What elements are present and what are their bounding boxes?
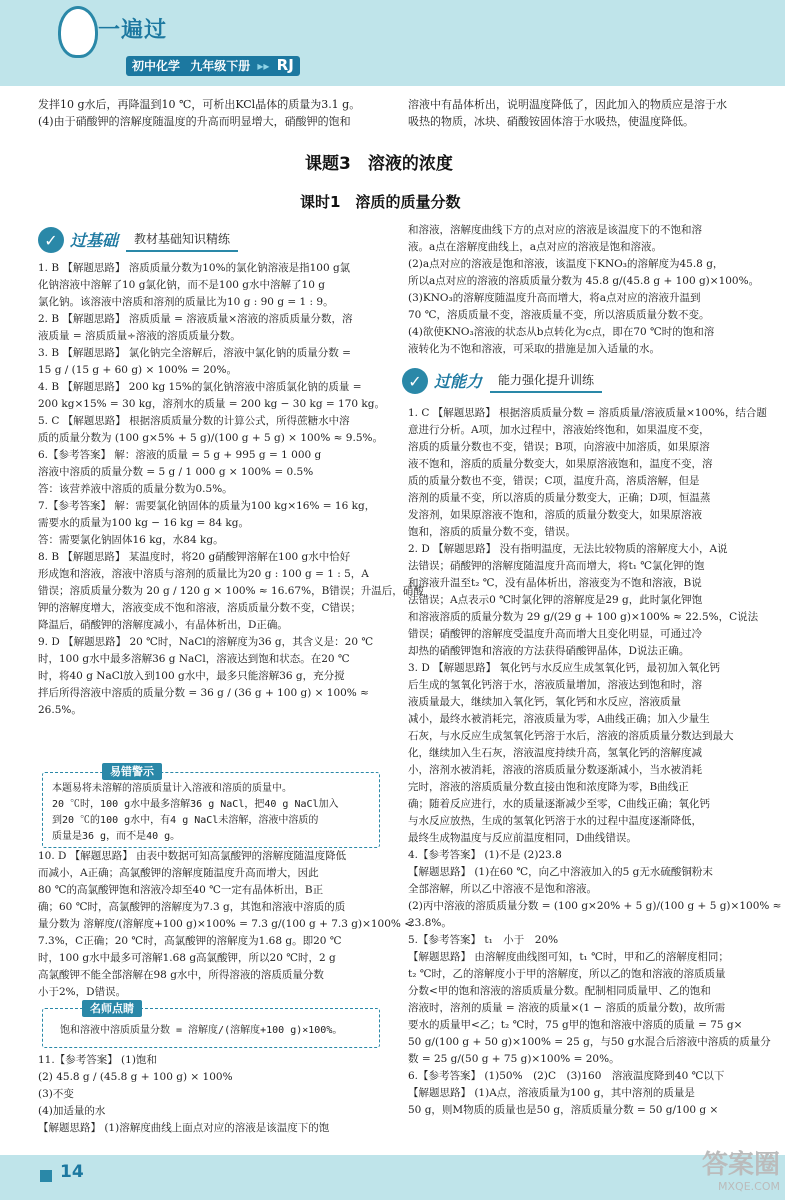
section-name: 过基础 — [70, 230, 119, 250]
check-icon: ✓ — [402, 368, 428, 394]
text-line: 5.【参考答案】 t₁ 小于 20% — [408, 934, 559, 946]
text-line: 数 = 25 g/(50 g + 75 g)×100% = 20%。 — [408, 1053, 620, 1065]
text-line: 完时，溶液的溶质质量分数直接由饱和浓度降为零，B曲线正 — [408, 781, 689, 793]
text-line: 15 g / (15 g + 60 g) × 100% = 20%。 — [38, 364, 237, 376]
text-line: 7.3%，C正确；20 ℃时，高氯酸钾的溶解度为1.68 g。即20 ℃ — [38, 935, 342, 947]
page-marker-icon — [40, 1170, 52, 1182]
text-line: 【解题思路】 由溶解度曲线图可知，t₁ ℃时，甲和乙的溶解度相同； — [408, 951, 729, 963]
text-line: 所以a点对应的溶液的溶质质量分数为 45.8 g/(45.8 g + 100 g)×100%。 — [408, 275, 760, 287]
text-line: 80 ℃的高氯酸钾饱和溶液冷却至40 ℃一定有晶体析出，B正 — [38, 884, 324, 896]
section-name: 过能力 — [434, 371, 483, 391]
text-line: 法错误；硝酸钾的溶解度随温度升高而增大，将t₁ ℃氯化钾的饱 — [408, 560, 705, 572]
left-answers-1 — [38, 260, 424, 719]
text-line: (4)由于硝酸钾的溶解度随温度的升高而明显增大，硝酸钾的饱和 — [38, 115, 351, 128]
text-line: 液不饱和，溶质的质量分数变大，如果原溶液饱和，温度不变，溶 — [408, 458, 713, 470]
text-line: 量分数为 溶解度/(溶解度+100 g)×100% = 7.3 g/(100 g + 7.3 g)×100% < — [38, 918, 414, 930]
text-line: 错误；溶质质量分数为 20 g / 120 g × 100% ≈ 16.67%，B错误；升温后，硝酸 — [38, 585, 424, 597]
text-line: 20 ℃时，100 g水中最多溶解36 g NaCl，把40 g NaCl加入 — [52, 799, 339, 810]
text-line: 石灰，与水反应生成氢氧化钙溶于水后，溶液的溶质质量分数达到最大 — [408, 730, 734, 742]
text-line: 化，继续加入生石灰，溶液温度持续升高，氢氧化钙的溶解度减 — [408, 747, 702, 759]
text-line: (2)丙中溶液的溶质质量分数 = (100 g×20% + 5 g)/(100 g + 5 g)×100% ≈ — [408, 900, 782, 912]
text-line: 确；随着反应进行，水的质量逐渐减少至零，C曲线正确；氧化钙 — [408, 798, 711, 810]
text-line: 答：需要氯化钠固体16 kg，水84 kg。 — [38, 534, 224, 546]
watermark-text: 答案圈 — [701, 1150, 780, 1180]
text-line: 钾的溶解度增大，溶液变成不饱和溶液，溶质质量分数不变，C错误； — [38, 602, 362, 614]
text-line: 50 g，则M物质的质量也是50 g，溶质质量分数 = 50 g/100 g × — [408, 1104, 719, 1116]
text-line: 溶液中有晶体析出，说明温度降低了，因此加入的物质应是溶于水 — [408, 98, 727, 111]
text-line: 时，将40 g NaCl放入到100 g水中，最多只能溶解36 g，充分搅 — [38, 670, 345, 682]
tip-title: 易错警示 — [102, 763, 162, 780]
text-line: 5. C 【解题思路】 根据溶质质量分数的计算公式，所得蔗糖水中溶 — [38, 415, 350, 427]
text-line: 溶液时，溶剂的质量 = 溶液的质量×(1 − 溶质的质量分数)，故所需 — [408, 1002, 726, 1014]
text-line: 发拌10 g水后，再降温到10 ℃，可析出KCl晶体的质量为3.1 g。 — [38, 98, 361, 111]
text-line: 和溶液溶质的质量分数为 29 g/(29 g + 100 g)×100% ≈ 22.5%，C说法 — [408, 611, 759, 623]
text-line: 确；60 ℃时，高氯酸钾的溶解度为7.3 g，其饱和溶液中溶质的质 — [38, 901, 346, 913]
left-answers-2 — [38, 848, 414, 1001]
text-line: 【解题思路】 (1)在60 ℃，向乙中溶液加入的5 g无水硫酸铜粉末 — [408, 866, 713, 878]
text-line: 200 kg×15% = 30 kg，溶剂水的质量 = 200 kg − 30 kg = 170 kg。 — [38, 398, 385, 410]
footer-band — [0, 1155, 785, 1200]
text-line: 2. B 【解题思路】 溶质质量 = 溶液质量×溶液的溶质质量分数，溶 — [38, 313, 353, 325]
text-line: 液转化为不饱和溶液，可采取的措施是加入适量的水。 — [408, 343, 660, 355]
text-line: 1. C 【解题思路】 根据溶质质量分数 = 溶质质量/溶液质量×100%，结合题 — [408, 407, 767, 419]
page-number: 14 — [60, 1162, 84, 1182]
text-line: 氯化钠。该溶液中溶质和溶剂的质量比为10 g : 90 g = 1 : 9。 — [38, 296, 334, 308]
lesson-title: 课题3 溶液的浓度 — [305, 154, 453, 174]
text-line: 2. D 【解题思路】 没有指明温度，无法比较物质的溶解度大小，A说 — [408, 543, 728, 555]
text-line: 和溶液升温至t₂ ℃，没有晶体析出，溶液变为不饱和溶液，B说 — [408, 577, 702, 589]
text-line: 错误；硝酸钾的溶解度受温度升高而增大且变化明显，可通过冷 — [408, 628, 702, 640]
section-basic — [38, 227, 238, 253]
text-line: 与水反应放热，生成的氢氧化钙溶于水的过程中温度逐渐降低， — [408, 815, 702, 827]
arrows-icon: ▸▸ — [257, 59, 270, 73]
text-line: 7.【参考答案】 解：需要氯化钠固体的质量为100 kg×16% = 16 kg， — [38, 500, 376, 512]
text-line: (2)a点对应的溶液是饱和溶液，该温度下KNO₃的溶解度为45.8 g， — [408, 258, 724, 270]
text-line: 高氯酸钾不能全部溶解在98 g水中，所得溶液的溶质质量分数 — [38, 969, 324, 981]
text-line: 26.5%。 — [38, 704, 82, 716]
text-line: 8. B 【解题思路】 某温度时，将20 g硝酸钾溶解在100 g水中恰好 — [38, 551, 351, 563]
text-line: 法错误；A点表示0 ℃时氯化钾的溶解度是29 g，此时氯化钾饱 — [408, 594, 703, 606]
text-line: 吸热的物质，冰块、硝酸铵固体溶于水吸热，使温度降低。 — [408, 115, 694, 128]
left-answers-3 — [38, 1052, 383, 1137]
text-line: 降温后，硝酸钾的溶解度减小，有晶体析出，D正确。 — [38, 619, 288, 631]
text-line: (4)加适量的水 — [38, 1105, 106, 1117]
logo-title: 一遍过 — [98, 18, 168, 43]
watermark-url: MXQE.COM — [718, 1180, 780, 1193]
check-icon: ✓ — [38, 227, 64, 253]
text-line: 23.8%。 — [408, 917, 452, 929]
text-line: 【解题思路】 (1)A点，溶液质量为100 g，其中溶剂的质量是 — [408, 1087, 695, 1099]
top-right-text — [408, 96, 753, 130]
section-desc: 教材基础知识精练 — [126, 229, 238, 252]
balloon-icon — [58, 6, 98, 58]
watermark — [690, 1150, 780, 1198]
text-line: (2) 45.8 g / (45.8 g + 100 g) × 100% — [38, 1071, 233, 1083]
text-line: 3. B 【解题思路】 氯化钠完全溶解后，溶液中氯化钠的质量分数 = — [38, 347, 351, 359]
text-line: (3)不变 — [38, 1088, 74, 1100]
section-desc: 能力强化提升训练 — [490, 370, 602, 393]
text-line: 时，100 g水中最多可溶解1.68 g高氯酸钾，所以20 ℃时，2 g — [38, 952, 336, 964]
text-line: 1. B 【解题思路】 溶质质量分数为10%的氯化钠溶液是指100 g氯 — [38, 262, 351, 274]
text-line: 却热的硝酸钾饱和溶液的方法获得硝酸钾晶体，D说法正确。 — [408, 645, 690, 657]
text-line: 70 ℃，溶质质量不变，溶液质量不变，所以溶质质量分数不变。 — [408, 309, 710, 321]
text-line: 4.【参考答案】 (1)不是 (2)23.8 — [408, 849, 562, 861]
text-line: 饱和，溶质的质量分数不变，错误。 — [408, 526, 576, 538]
text-line: 减小，最终水被消耗完，溶液质量为零，A曲线正确；加入少量生 — [408, 713, 710, 725]
text-line: 发溶剂，如果原溶液不饱和，溶质的质量分数变大，如果原溶液 — [408, 509, 702, 521]
text-line: 后生成的氢氧化钙溶于水，溶液质量增加，溶液达到饱和时，溶 — [408, 679, 702, 691]
text-line: 4. B 【解题思路】 200 kg 15%的氯化钠溶液中溶质氯化钠的质量 = — [38, 381, 362, 393]
text-line: 拌后所得溶液中溶质的质量分数 = 36 g / (36 g + 100 g) × 100% ≈ — [38, 687, 369, 699]
right-answers — [408, 405, 782, 1119]
text-line: 质的质量分数也不变，错误；C项，温度升高，溶质溶解，但是 — [408, 475, 700, 487]
text-line: 溶剂的质量不变，所以溶质的质量分数变大，正确；D项，恒温蒸 — [408, 492, 711, 504]
text-line: 质的质量分数为 (100 g×5% + 5 g)/(100 g + 5 g) × 100% ≈ 9.5%。 — [38, 432, 383, 444]
text-line: 形成饱和溶液，溶液中溶质与溶剂的质量比为20 g : 100 g = 1 : 5，A — [38, 568, 369, 580]
text-line: 需要水的质量为100 kg − 16 kg = 84 kg。 — [38, 517, 249, 529]
text-line: 小于2%，D错误。 — [38, 986, 127, 998]
text-line: 溶质的质量分数也不变，错误；B项，向溶液中加溶质，如果原溶 — [408, 441, 710, 453]
text-line: 9. D 【解题思路】 20 ℃时，NaCl的溶解度为36 g，其含义是：20 ℃ — [38, 636, 374, 648]
teacher-tip-title: 名师点睛 — [82, 1000, 142, 1017]
grade: 九年级下册 — [190, 59, 251, 73]
text-line: 50 g/(100 g + 50 g)×100% = 25 g，与50 g水混合后溶液中溶质的质量分 — [408, 1036, 771, 1048]
text-line: 11.【参考答案】 (1)饱和 — [38, 1054, 157, 1066]
text-line: 答：该营养液中溶质的质量分数为0.5%。 — [38, 483, 233, 495]
text-line: 6.【参考答案】 解：溶液的质量 = 5 g + 995 g = 1 000 g — [38, 449, 322, 461]
text-line: 分数<甲的饱和溶液的溶质质量分数。配制相同质量甲、乙的饱和 — [408, 985, 711, 997]
header-band — [0, 0, 785, 86]
text-line: 意进行分析。A项，加水过程中，溶液始终饱和，如果温度不变， — [408, 424, 710, 436]
text-line: 质量是36 g，而不是40 g。 — [52, 831, 181, 842]
text-line: 本题易将未溶解的溶质质量计入溶液和溶质的质量中。 — [52, 783, 292, 794]
text-line: 时，100 g水中最多溶解36 g NaCl，溶液达到饱和状态。在20 ℃ — [38, 653, 350, 665]
text-line: 【解题思路】 (1)溶解度曲线上面点对应的溶液是该温度下的饱 — [38, 1122, 330, 1134]
text-line: t₂ ℃时，乙的溶解度小于甲的溶解度，所以乙的饱和溶液的溶质质量 — [408, 968, 726, 980]
text-line: 溶液中溶质的质量分数 = 5 g / 1 000 g × 100% = 0.5% — [38, 466, 314, 478]
top-left-text — [38, 96, 383, 130]
section-ability — [402, 368, 602, 394]
text-line: 最终生成物温度与反应前温度相同，D曲线错误。 — [408, 832, 637, 844]
text-line: 液质量 = 溶质质量÷溶液的溶质质量分数。 — [38, 330, 241, 342]
text-line: (4)欲使KNO₃溶液的状态从b点转化为c点，即在70 ℃时的饱和溶 — [408, 326, 715, 338]
teacher-tip-text: 饱和溶液中溶质质量分数 = 溶解度/(溶解度+100 g)×100%。 — [60, 1025, 343, 1036]
series: 初中化学 — [132, 59, 181, 73]
text-line: 6.【参考答案】 (1)50% (2)C (3)160 溶液温度降到40 ℃以下 — [408, 1070, 725, 1082]
text-line: 到20 ℃的100 g水中，有4 g NaCl未溶解，溶液中溶质的 — [52, 815, 319, 826]
tip-text — [52, 781, 374, 845]
text-line: 和溶液，溶解度曲线下方的点对应的溶液是该温度下的不饱和溶 — [408, 224, 702, 236]
text-line: 全部溶解，所以乙中溶液不是饱和溶液。 — [408, 883, 597, 895]
text-line: 要水的质量甲<乙；t₂ ℃时，75 g甲的饱和溶液中溶质的质量 = 75 g× — [408, 1019, 743, 1031]
right-answers-top — [408, 222, 760, 358]
text-line: 化钠溶液中溶解了10 g氯化钠，而不是100 g水中溶解了10 g — [38, 279, 325, 291]
book-label — [126, 56, 300, 76]
text-line: 液质量最大，继续加入氧化钙，氧化钙和水反应，溶液质量 — [408, 696, 681, 708]
text-line: (3)KNO₃的溶解度随温度升高而增大，将a点对应的溶液升温到 — [408, 292, 701, 304]
edition: RJ — [276, 56, 294, 74]
period-title: 课时1 溶质的质量分数 — [300, 193, 461, 211]
text-line: 3. D 【解题思路】 氧化钙与水反应生成氢氧化钙，最初加入氧化钙 — [408, 662, 720, 674]
text-line: 而减小，A正确；高氯酸钾的溶解度随温度升高而增大，因此 — [38, 867, 319, 879]
text-line: 10. D 【解题思路】 由表中数据可知高氯酸钾的溶解度随温度降低 — [38, 850, 347, 862]
text-line: 液。a点在溶解度曲线上，a点对应的溶液是饱和溶液。 — [408, 241, 663, 253]
text-line: 小，溶剂水被消耗，溶液的溶质质量分数逐渐减小，当水被消耗 — [408, 764, 702, 776]
